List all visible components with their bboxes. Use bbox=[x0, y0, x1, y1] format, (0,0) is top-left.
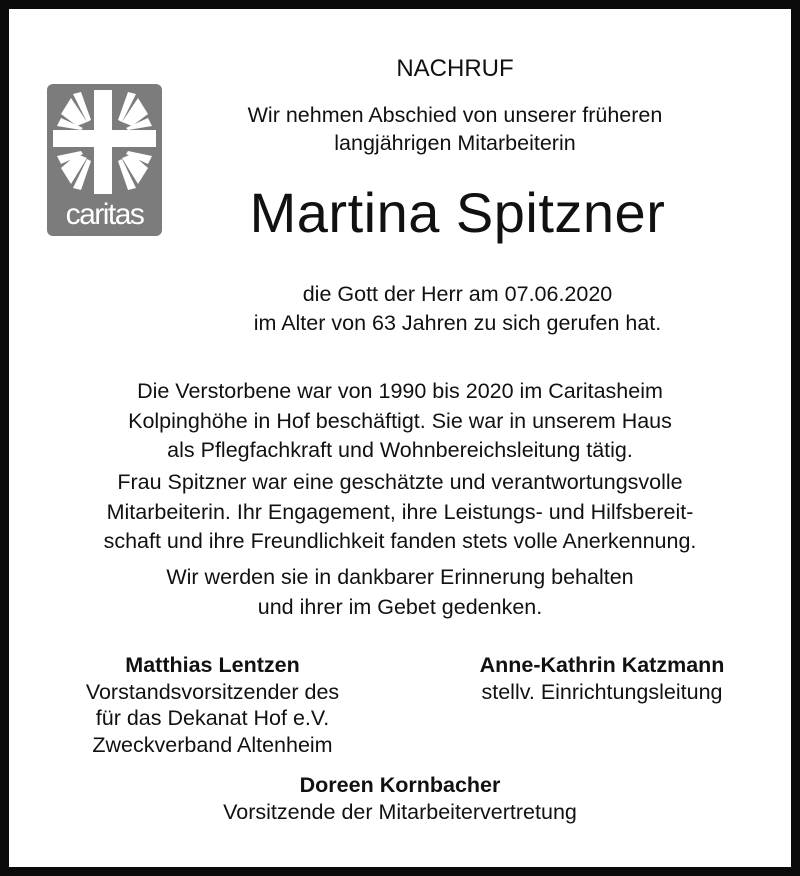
signatory-title: Vorsitzende der Mitarbeitervertretung bbox=[223, 799, 577, 824]
paragraph-line: Kolpinghöhe in Hof beschäftigt. Sie war in unserem Haus bbox=[128, 408, 672, 433]
paragraph-line: Mitarbeiterin. Ihr Engagement, ihre Leistungs- und Hilfsbereit- bbox=[106, 499, 694, 524]
intro-line: Wir nehmen Abschied von unserer früheren bbox=[247, 103, 663, 127]
paragraph-line: Wir werden sie in dankbarer Erinnerung behalten bbox=[166, 565, 634, 589]
death-line: die Gott der Herr am 07.06.2020 bbox=[302, 282, 613, 306]
signatory-name: Matthias Lentzen bbox=[125, 653, 300, 677]
deceased-name: Martina Spitzner bbox=[249, 181, 666, 244]
signature-left bbox=[40, 652, 385, 758]
signature-right bbox=[430, 652, 774, 705]
signatory-title: Vorstandsvorsitzender des bbox=[85, 679, 340, 704]
paragraph-line: Frau Spitzner war eine geschätzte und verantwortungsvolle bbox=[117, 470, 683, 494]
caritas-flame-cross-icon bbox=[47, 84, 162, 200]
signatory-name: Doreen Kornbacher bbox=[299, 773, 501, 797]
signature-bottom bbox=[150, 772, 650, 825]
signatory-title: Zweckverband Altenheim bbox=[92, 732, 333, 757]
caritas-logo bbox=[47, 84, 162, 236]
intro-line: langjährigen Mitarbeiterin bbox=[334, 131, 576, 155]
paragraph-line: als Pflegfachkraft und Wohnbereichsleitung tätig. bbox=[167, 438, 633, 462]
paragraph-line: und ihrer im Gebet gedenken. bbox=[257, 594, 543, 619]
remembrance-paragraph bbox=[40, 563, 760, 622]
signatory-name: Anne-Kathrin Katzmann bbox=[479, 653, 725, 677]
death-line: im Alter von 63 Jahren zu sich gerufen hat. bbox=[253, 310, 662, 335]
paragraph-line: schaft und ihre Freundlichkeit fanden stets volle Anerkennung. bbox=[103, 529, 697, 553]
paragraph-line: Die Verstorbene war von 1990 bis 2020 im Caritasheim bbox=[137, 379, 663, 403]
signatory-title: für das Dekanat Hof e.V. bbox=[95, 706, 330, 730]
caritas-wordmark: caritas bbox=[65, 198, 144, 231]
employment-paragraph bbox=[40, 377, 760, 466]
notice-heading: NACHRUF bbox=[396, 55, 514, 82]
death-statement bbox=[200, 280, 715, 337]
tribute-paragraph bbox=[40, 468, 760, 557]
signatory-title: stellv. Einrichtungsleitung bbox=[481, 679, 723, 704]
intro-text bbox=[200, 101, 710, 157]
